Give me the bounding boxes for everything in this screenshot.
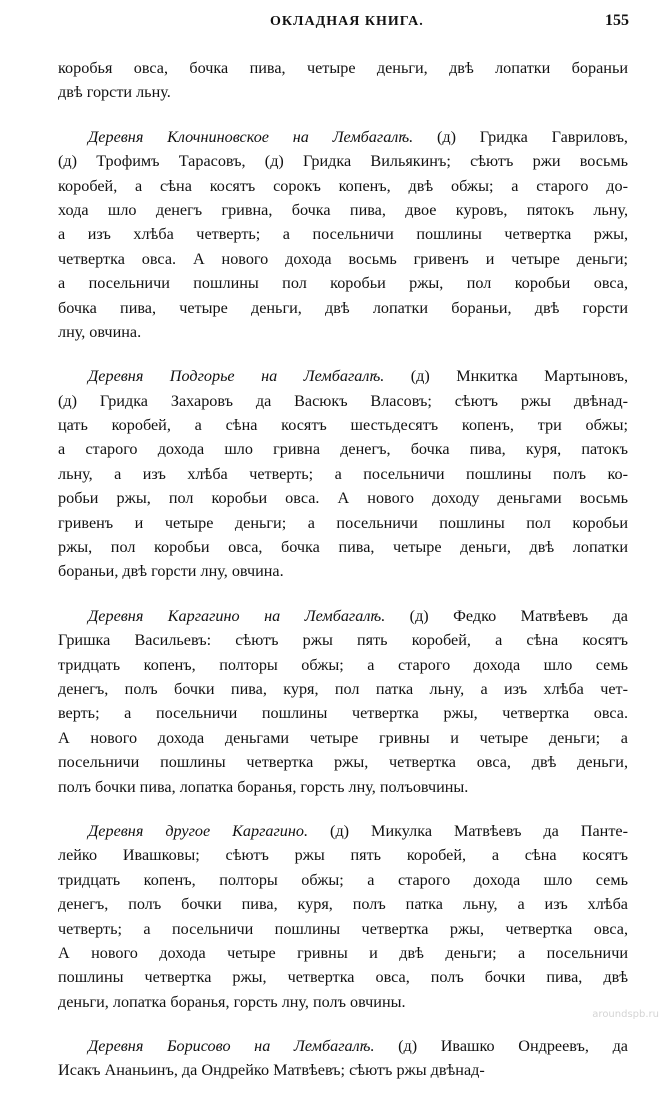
line-text: А нового дохода четыре гривны и двѣ деньги; а посельничи — [58, 943, 628, 962]
text-line — [58, 819, 628, 843]
text-line — [58, 868, 628, 892]
line-text: четвертка овса. А нового дохода восьмь гривенъ и четыре деньги; — [58, 249, 628, 268]
line-text: а изъ хлѣба четверть; а посельничи пошлины четвертка ржы, — [58, 225, 628, 244]
text-line — [58, 125, 628, 149]
text-line — [58, 701, 628, 725]
text-line — [58, 149, 628, 173]
line-text: хода шло денегъ гривна, бочка пива, двое куровъ, пятокъ льну, — [58, 200, 628, 219]
line-text: робьи ржы, пол коробьи овса. А нового доходу деньгами восьмь — [58, 489, 628, 508]
page-number: 155 — [605, 12, 629, 29]
text-line — [58, 320, 628, 344]
text-line — [58, 1058, 628, 1082]
line-text: (д) Ивашко Ондреевъ, да — [374, 1037, 628, 1056]
text-line — [58, 222, 628, 246]
text-line — [58, 535, 628, 559]
line-text: коробей, а сѣна косятъ сорокъ копенъ, двѣ обжы; а старого до- — [58, 176, 628, 195]
watermark: aroundspb.ru — [592, 1009, 659, 1020]
text-line — [58, 1034, 628, 1058]
text-line — [58, 892, 628, 916]
text-line — [58, 843, 628, 867]
line-text: четверть; а посельничи пошлины четвертка ржы, четвертка овса, — [58, 919, 628, 938]
paragraph — [58, 819, 628, 1014]
text-line — [58, 604, 628, 628]
text-line — [58, 628, 628, 652]
paragraph — [58, 364, 628, 584]
text-line — [58, 917, 628, 941]
village-heading: Деревня Борисово на Лембагалѣ. — [88, 1037, 375, 1056]
text-line — [58, 413, 628, 437]
text-line — [58, 653, 628, 677]
line-text: (д) Федко Матвѣевъ да — [385, 606, 628, 625]
text-line — [58, 726, 628, 750]
text-line — [58, 56, 628, 80]
line-text: льну, а изъ хлѣба четверть; а посельничи пошлины полъ ко- — [58, 464, 628, 483]
line-text: (д) Микулка Матвѣевъ да Панте- — [308, 821, 628, 840]
text-line — [58, 941, 628, 965]
line-text: (д) Мнкитка Мартыновъ, — [384, 367, 628, 386]
text-line — [58, 965, 628, 989]
line-text: (д) Гридка Гавриловъ, — [413, 127, 628, 146]
line-text: тридцать копенъ, полторы обжы; а старого дохода шло семь — [58, 655, 628, 674]
text-line — [58, 198, 628, 222]
body-text — [58, 56, 628, 1103]
line-text: (д) Трофимъ Тарасовъ, (д) Гридка Вильякинъ; сѣютъ ржи восьмь — [58, 152, 628, 171]
line-text: Гришка Васильевъ: сѣютъ ржы пять коробей, а сѣна косятъ — [58, 631, 628, 650]
line-text: полъ бочки пива, лопатка боранья, горсть лну, полъовчины. — [58, 777, 469, 796]
text-line — [58, 174, 628, 198]
line-text: бораньи, двѣ горсти лну, овчина. — [58, 562, 284, 581]
line-text: ржы, пол коробьи овса, бочка пива, четыре деньги, двѣ лопатки — [58, 538, 628, 557]
line-text: коробья овса, бочка пива, четыре деньги, двѣ лопатки бораньи — [58, 59, 628, 77]
text-line — [58, 364, 628, 388]
text-line — [58, 559, 628, 583]
line-text: а старого дохода шло гривна денегъ, бочка пива, куря, патокъ — [58, 440, 628, 459]
paragraph — [58, 604, 628, 799]
text-line — [58, 677, 628, 701]
village-heading: Деревня Подгорье на Лембагалѣ. — [88, 367, 385, 386]
text-line — [58, 775, 628, 799]
text-line — [58, 296, 628, 320]
text-line — [58, 462, 628, 486]
line-text: лну, овчина. — [58, 322, 142, 341]
line-text: цать коробей, а сѣна косятъ шестьдесятъ копенъ, три обжы; — [58, 416, 628, 435]
line-text: (д) Гридка Захаровъ да Васюкъ Власовъ; сѣютъ ржы двѣнад- — [58, 391, 628, 410]
line-text: а посельничи пошлины пол коробьи ржы, пол коробьи овса, — [58, 274, 628, 293]
paragraph — [58, 125, 628, 345]
line-text: деньги, лопатка боранья, горсть лну, полъ овчины. — [58, 992, 406, 1011]
line-text: посельничи пошлины четвертка ржы, четвертка овса, двѣ деньги, — [58, 753, 628, 772]
line-text: тридцать копенъ, полторы обжы; а старого дохода шло семь — [58, 870, 628, 889]
line-text: верть; а посельничи пошлины четвертка ржы, четвертка овса. — [58, 704, 628, 723]
line-text: бочка пива, четыре деньги, двѣ лопатки бораньи, двѣ горсти — [58, 298, 628, 317]
text-line — [58, 990, 628, 1014]
line-text: лейко Ивашковы; сѣютъ ржы пять коробей, а сѣна косятъ — [58, 846, 628, 865]
text-line — [58, 437, 628, 461]
text-line — [58, 486, 628, 510]
village-heading: Деревня Клочниновское на Лембагалѣ. — [88, 127, 414, 146]
line-text: Исакъ Ананьинъ, да Ондрейко Матвѣевъ; сѣютъ ржы двѣнад- — [58, 1061, 485, 1080]
text-line — [58, 80, 628, 104]
running-header — [60, 14, 629, 36]
village-heading: Деревня Каргагино на Лембагалѣ. — [88, 606, 386, 625]
line-text: двѣ горсти льну. — [58, 83, 171, 102]
text-line — [58, 511, 628, 535]
line-text: пошлины четвертка ржы, четвертка овса, полъ бочки пива, двѣ — [58, 968, 628, 987]
text-line — [58, 389, 628, 413]
text-line — [58, 271, 628, 295]
line-text: денегъ, полъ бочки пива, куря, полъ патка льну, а изъ хлѣба — [58, 895, 628, 914]
line-text: А нового дохода деньгами четыре гривны и четыре деньги; а — [58, 728, 628, 747]
village-heading: Деревня другое Каргагино. — [88, 821, 309, 840]
text-line — [58, 247, 628, 271]
line-text: гривенъ и четыре деньги; а посельничи пошлины пол коробьи — [58, 513, 628, 532]
line-text: денегъ, полъ бочки пива, куря, пол патка льну, а изъ хлѣба чет- — [58, 679, 628, 698]
paragraph — [58, 1034, 628, 1083]
running-title: ОКЛАДНАЯ КНИГА. — [270, 14, 424, 29]
paragraph — [58, 56, 628, 105]
text-line — [58, 750, 628, 774]
